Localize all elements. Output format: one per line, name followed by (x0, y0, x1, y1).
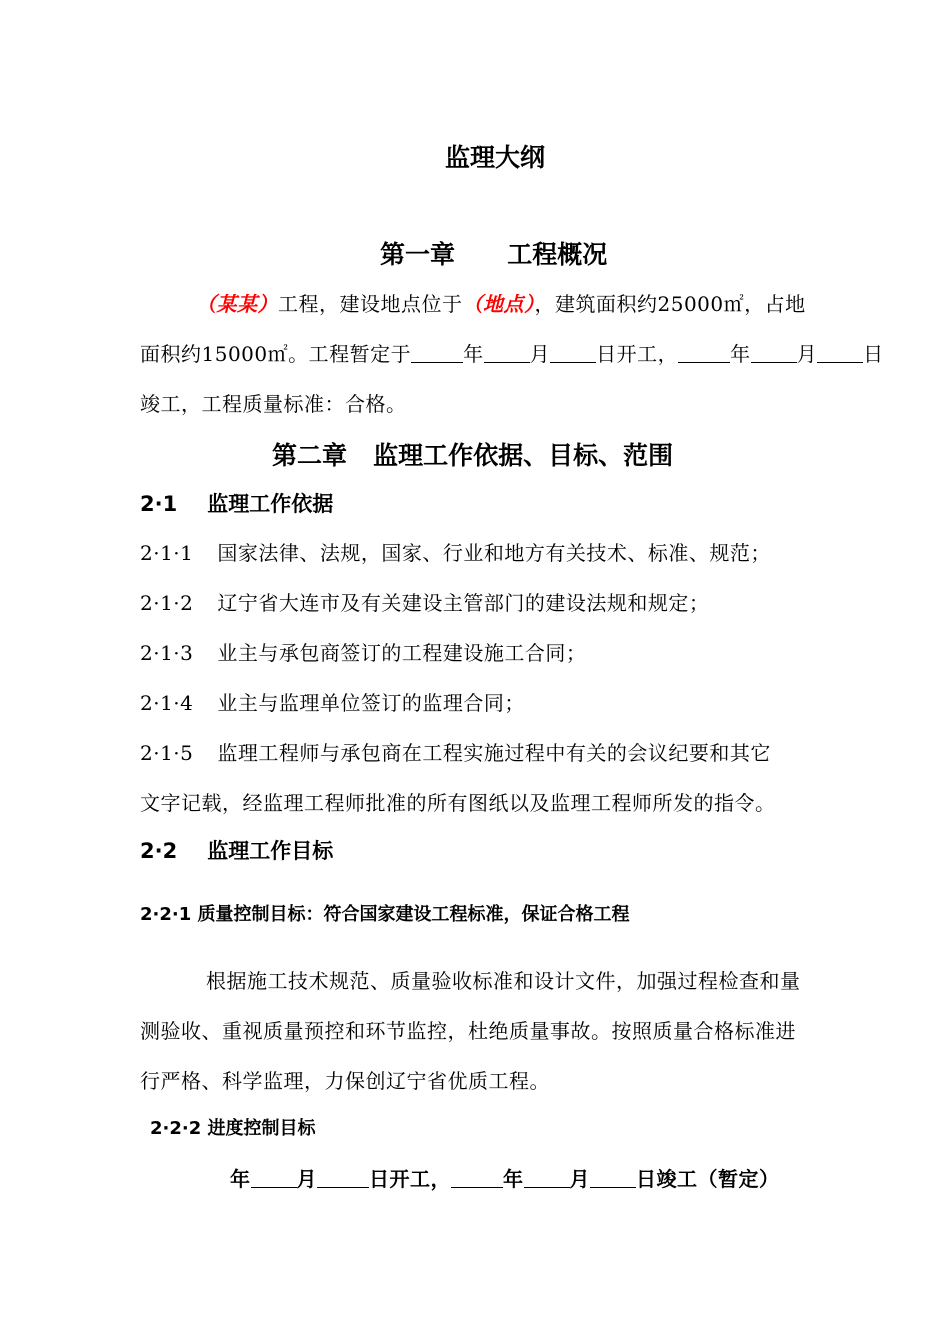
section-2-2-heading: 2·2 监理工作目标 (140, 839, 334, 863)
blank-line (550, 342, 596, 363)
quality-paragraph-line: 根据施工技术规范、质量验收标准和设计文件，加强过程检查和量 (206, 969, 801, 993)
blank-line (451, 1167, 503, 1188)
paragraph-1-line-1: （某某）工程，建设地点位于（地点），建筑面积约25000㎡，占地 (196, 292, 806, 316)
quality-paragraph-line: 测验收、重视质量预控和环节监控，杜绝质量事故。按照质量合格标准进 (140, 1019, 796, 1043)
list-item: 2·1·3 业主与承包商签订的工程建设施工合同； (140, 641, 587, 665)
list-item-continuation: 文字记载，经监理工程师批准的所有图纸以及监理工程师所发的指令。 (140, 791, 776, 815)
subsection-2-2-1-heading: 2·2·1 质量控制目标：符合国家建设工程标准，保证合格工程 (140, 904, 630, 925)
schedule-line: 年 月 日开工， 年 月 日竣工（暂定） (230, 1167, 780, 1191)
blank-line (317, 1167, 369, 1188)
location-placeholder: （地点） (462, 292, 535, 316)
list-item: 2·1·4 业主与监理单位签订的监理合同； (140, 691, 525, 715)
list-item: 2·1·2 辽宁省大连市及有关建设主管部门的建设法规和规定； (140, 591, 710, 615)
paragraph-1-line-2: 面积约15000㎡。工程暂定于 年 月 日开工， 年 月 日 (140, 342, 884, 366)
blank-line (484, 342, 530, 363)
project-name-placeholder: （某某） (196, 292, 278, 316)
blank-line (411, 342, 463, 363)
blank-line (817, 342, 863, 363)
quality-paragraph-line: 行严格、科学监理，力保创辽宁省优质工程。 (140, 1069, 550, 1093)
chapter-1-heading: 第一章 工程概况 (380, 240, 608, 269)
blank-line (590, 1167, 636, 1188)
chapter-2-heading: 第二章 监理工作依据、目标、范围 (272, 441, 674, 470)
list-item: 2·1·1 国家法律、法规，国家、行业和地方有关技术、标准、规范； (140, 541, 771, 565)
blank-line (524, 1167, 570, 1188)
paragraph-1-line-3: 竣工，工程质量标准：合格。 (140, 392, 407, 416)
blank-line (678, 342, 730, 363)
document-title: 监理大纲 (445, 143, 546, 172)
blank-line (751, 342, 797, 363)
blank-line (251, 1167, 297, 1188)
section-2-1-heading: 2·1 监理工作依据 (140, 492, 334, 516)
subsection-2-2-2-heading: 2·2·2 进度控制目标 (150, 1118, 316, 1139)
list-item: 2·1·5 监理工程师与承包商在工程实施过程中有关的会议纪要和其它 (140, 741, 771, 765)
